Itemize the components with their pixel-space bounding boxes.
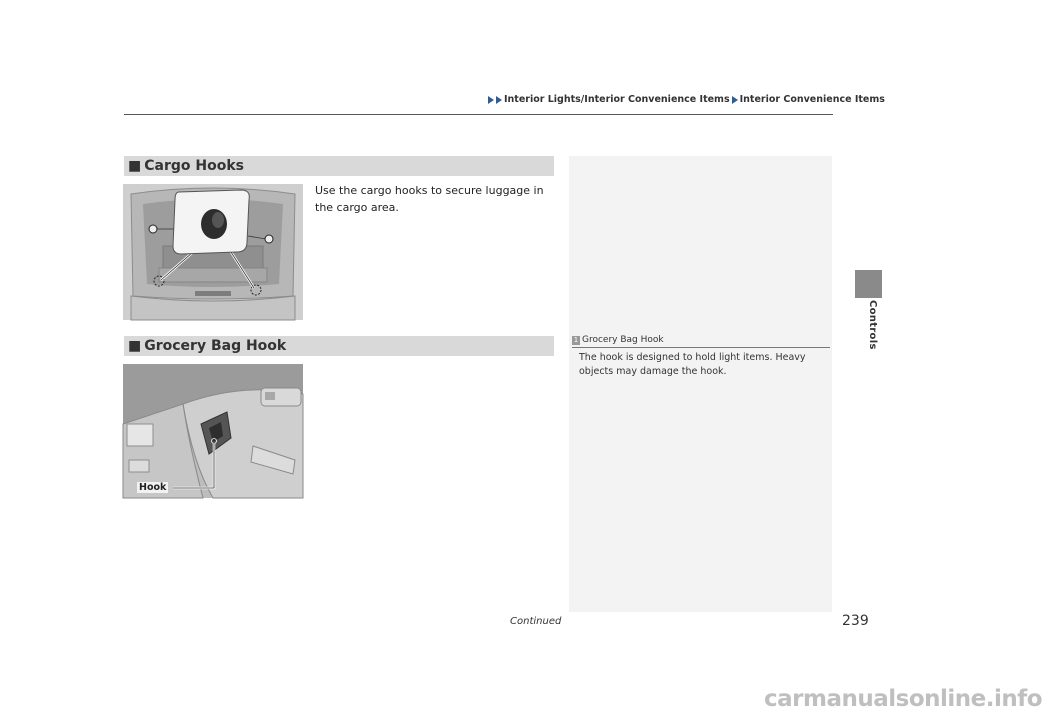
grocery-bag-hook-illustration bbox=[123, 364, 303, 498]
continued-label: Continued bbox=[510, 616, 562, 627]
note-title bbox=[572, 335, 664, 345]
section-marker-icon: ■ bbox=[128, 158, 142, 174]
cargo-hooks-illustration bbox=[123, 184, 303, 320]
section-header-grocery-bag-hook bbox=[124, 336, 554, 356]
note-title-text: Grocery Bag Hook bbox=[582, 335, 664, 345]
section-header-cargo-hooks bbox=[124, 156, 554, 176]
page-number: 239 bbox=[842, 613, 869, 629]
breadcrumb-arrow-icon bbox=[496, 96, 502, 104]
breadcrumb-arrow-icon bbox=[732, 96, 738, 104]
breadcrumb-item[interactable]: Interior Lights/Interior Convenience Items bbox=[504, 94, 730, 105]
section-title: Grocery Bag Hook bbox=[144, 338, 287, 354]
section-marker-icon: ■ bbox=[128, 338, 142, 354]
note-rule bbox=[572, 347, 830, 348]
note-panel bbox=[569, 156, 832, 612]
chapter-label: Controls bbox=[867, 300, 878, 350]
note-number-icon: 1 bbox=[573, 335, 579, 344]
note-body: The hook is designed to hold light items. Heavy objects may damage the hook. bbox=[579, 352, 806, 377]
section-title: Cargo Hooks bbox=[144, 158, 244, 174]
header-rule bbox=[124, 114, 833, 115]
cargo-hooks-description: Use the cargo hooks to secure luggage in the cargo area. bbox=[315, 184, 544, 214]
chapter-tab[interactable] bbox=[855, 270, 882, 298]
watermark: carmanualsonline.info bbox=[764, 686, 1042, 712]
breadcrumb-arrow-icon bbox=[488, 96, 494, 104]
breadcrumb bbox=[488, 94, 885, 105]
breadcrumb-item[interactable]: Interior Convenience Items bbox=[739, 94, 885, 105]
hook-callout-label: Hook bbox=[139, 482, 167, 493]
